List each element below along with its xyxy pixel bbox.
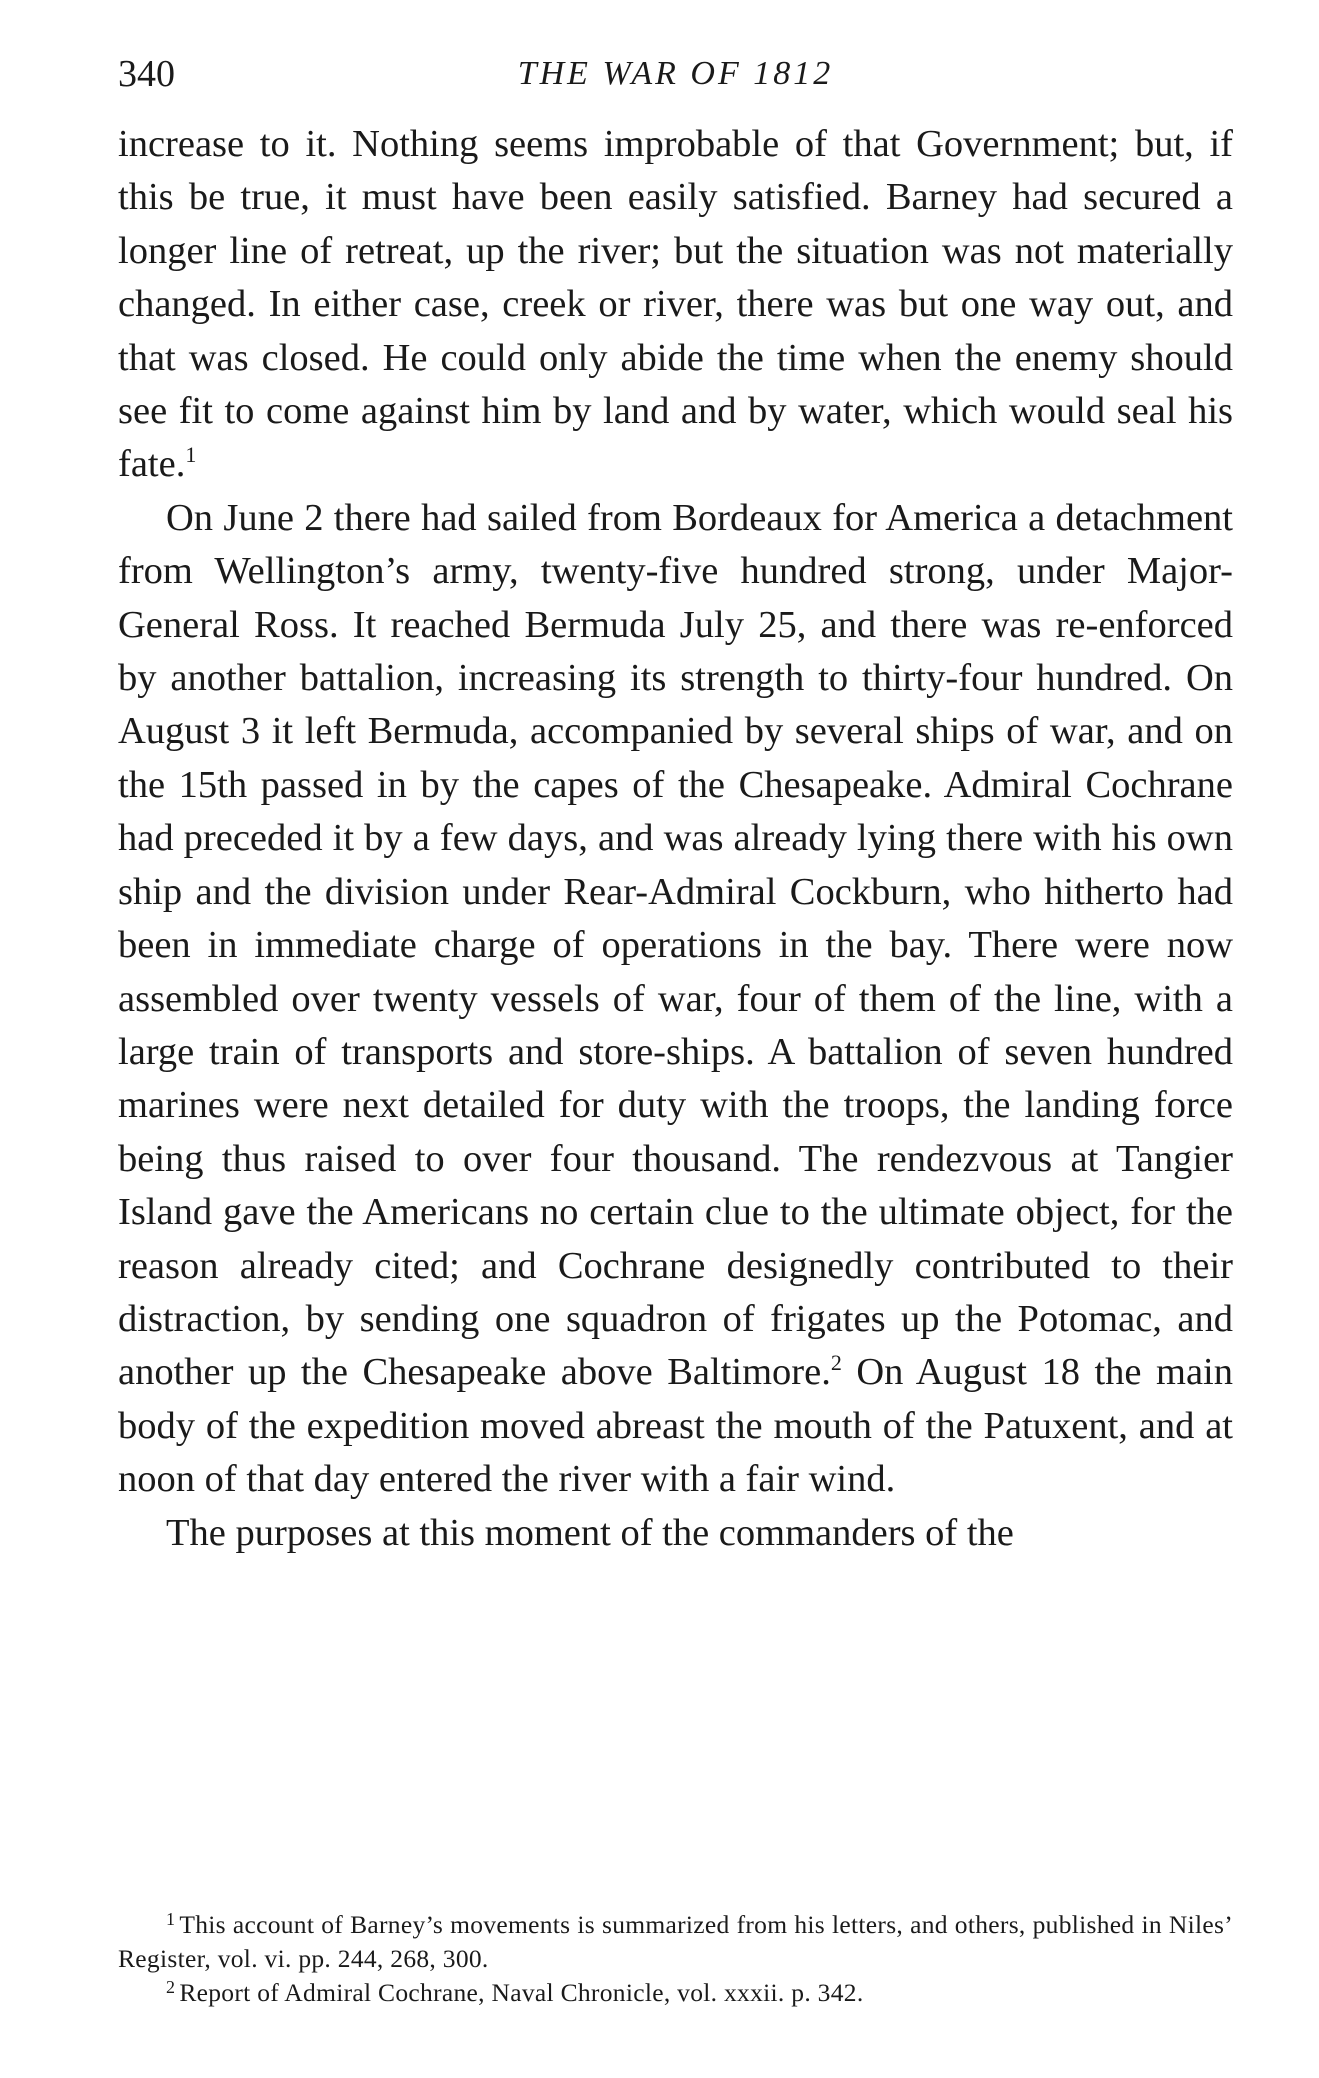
paragraph bbox=[118, 1507, 1233, 1560]
footnote bbox=[118, 1976, 1233, 2010]
running-head bbox=[118, 44, 1233, 104]
footnote bbox=[118, 1908, 1233, 1976]
paragraph bbox=[118, 492, 1233, 1507]
footnote-reference: 1 bbox=[185, 442, 197, 468]
footnote-mark: 1 bbox=[166, 1909, 176, 1929]
paragraph-continued bbox=[118, 118, 1233, 492]
footnotes bbox=[118, 1908, 1233, 2010]
paragraph-text: The purposes at this moment of the commanders of the bbox=[166, 1511, 1014, 1554]
paragraph-text-continued: On August 18 the main body of the expedition moved abreast the mouth of the Patuxent, and at noon of that day entered the river with a fair wind. bbox=[118, 1351, 1233, 1501]
footnote-text: This account of Barney’s movements is summarized from his letters, and others, published in Niles’ Register, vol. vi. pp. 244, 268, 300. bbox=[118, 1910, 1233, 1973]
body-text bbox=[118, 118, 1233, 1560]
running-title: THE WAR OF 1812 bbox=[517, 55, 834, 92]
page-number: 340 bbox=[118, 53, 175, 95]
footnote-reference: 2 bbox=[830, 1350, 842, 1376]
footnote-mark: 2 bbox=[166, 1977, 176, 1997]
paragraph-text: increase to it. Nothing seems improbable of that Government; but, if this be true, it must have been easily satisfied. Barney had secured a longer line of retreat, up the river; but the situation was not materially changed. In either case, creek or river, there was but one way out, and that was closed. He could only abide the time when the enemy should see fit to come against him by land and by water, which would seal his fate. bbox=[118, 123, 1233, 486]
paragraph-text: On June 2 there had sailed from Bordeaux for America a detachment from Wellington’s army, twenty-five hundred strong, under Major-General Ross. It reached Bermuda July 25, and there was re-enforced by another battalion, increasing its strength to thirty-four hundred. On August 3 it left Bermuda, accompanied by several ships of war, and on the 15th passed in by the capes of the Chesapeake. Admiral Cochrane had preceded it by a few days, and was already lying there with his own ship and the division under Rear-Admiral Cockburn, who hitherto had been in immediate charge of operations in the bay. There were now assembled over twenty vessels of war, four of them of the line, with a large train of transports and store-ships. A battalion of seven hundred marines were next detailed for duty with the troops, the landing force being thus raised to over four thousand. The rendezvous at Tangier Island gave the Americans no certain clue to the ultimate object, for the reason already cited; and Cochrane designedly contributed to their distraction, by sending one squadron of frigates up the Potomac, and another up the Chesapeake above Baltimore. bbox=[118, 496, 1233, 1394]
footnote-text: Report of Admiral Cochrane, Naval Chronicle, vol. xxxii. p. 342. bbox=[179, 1978, 864, 2007]
